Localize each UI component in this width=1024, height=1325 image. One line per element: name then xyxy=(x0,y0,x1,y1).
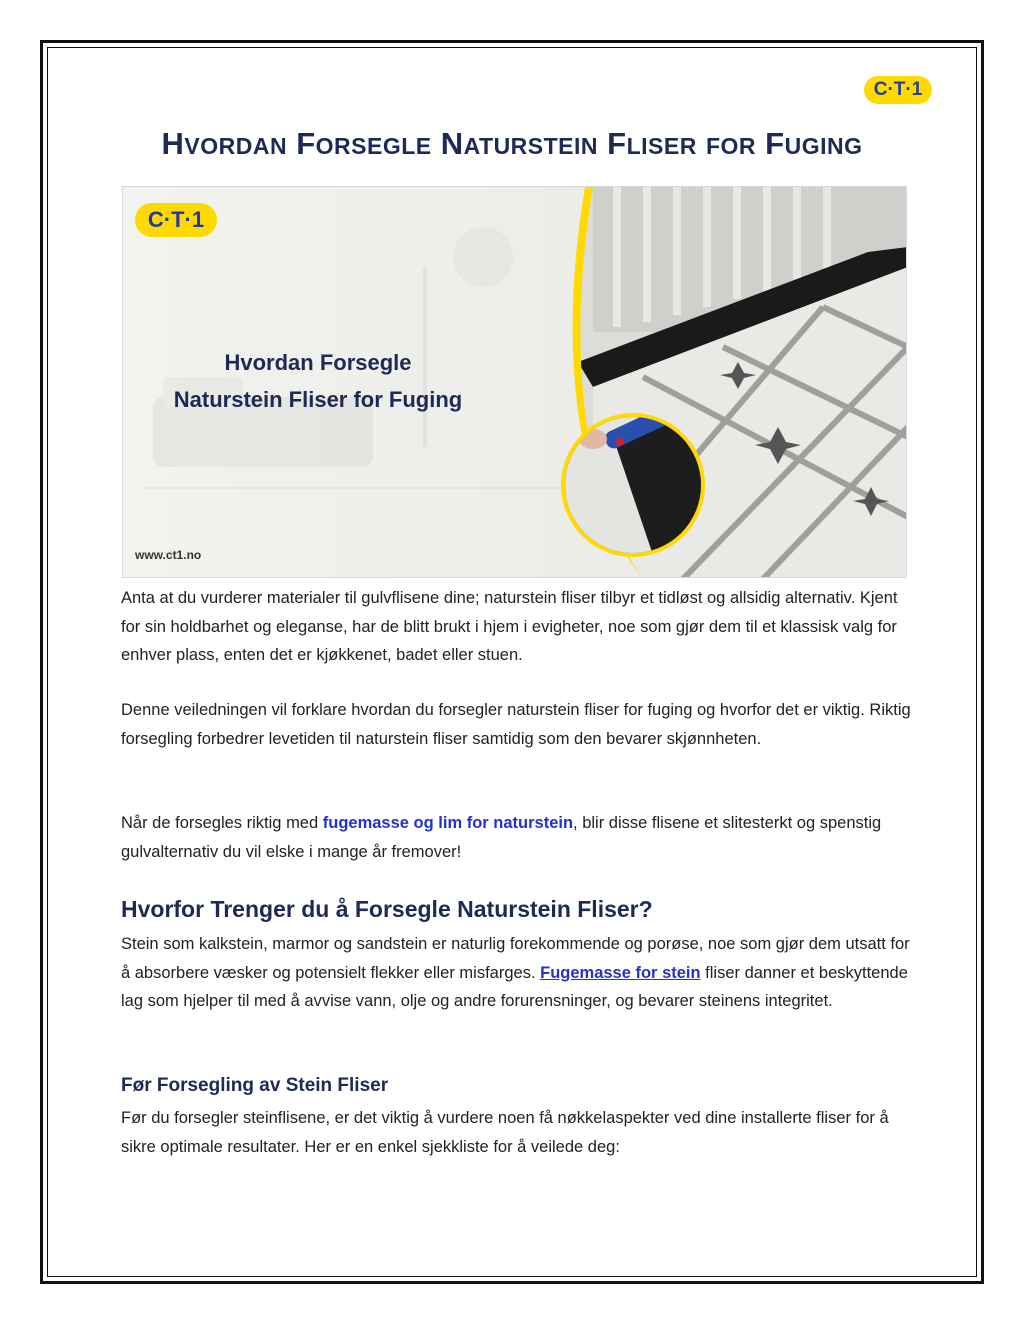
title-word-3: NATURSTEIN xyxy=(440,126,599,161)
page-title xyxy=(0,126,1024,162)
intro-paragraph: Anta at du vurderer materialer til gulvflisene dine; naturstein fliser tilbyr et tidløst og allsidig alternativ. Kjent for sin holdbarhet og eleganse, har de blitt brukt i hjem i evigheter, noe som gjør dem til et klassisk valg for enhver plass, enten det er kjøkkenet, badet eller stuen. xyxy=(121,589,898,664)
why-seal-paragraph: Stein som kalkstein, marmor og sandstein er naturlig forekommende og porøse, noe som gjør dem utsatt for å absorbere væsker og potensielt flekker eller misfarges. Fugemasse for stein fliser danner et beskyttende lag som hjelper til med å avvise vann, olje og andre forurensninger, og bevarer steinens integritet. xyxy=(121,935,910,1010)
title-word-4: FLISER xyxy=(607,126,697,161)
title-word-2: FORSEGLE xyxy=(296,126,432,161)
hero-image xyxy=(122,186,907,578)
hero-logo xyxy=(135,203,217,237)
hero-heading-line2: Naturstein Fliser for Fuging xyxy=(173,387,463,412)
title-word-5: FOR xyxy=(705,133,757,159)
sealing-paragraph: Når de forsegles riktig med fugemasse og lim for naturstein, blir disse flisene et slitesterkt og spenstig gulvalternativ du vil elske i mange år fremover! xyxy=(121,814,882,861)
stone-grout-link[interactable]: Fugemasse for stein xyxy=(540,963,701,982)
section-heading-before-sealing: Før Forsegling av Stein Fliser xyxy=(121,1075,389,1096)
hero-logo-text: C·T·1 xyxy=(147,207,205,232)
title-word-1: HVORDAN xyxy=(161,126,288,161)
section-heading-why-seal: Hvorfor Trenger du å Forsegle Naturstein Fliser? xyxy=(121,896,653,922)
naturstein-grout-link[interactable]: fugemasse og lim for naturstein xyxy=(322,814,574,832)
hero-url: www.ct1.no xyxy=(135,548,202,562)
guide-paragraph: Denne veiledningen vil forklare hvordan du forsegler naturstein fliser for fuging og hvorfor det er viktig. Riktig forsegling forbedrer levetiden til naturstein fliser samtidig som den bevarer skjønnheten. xyxy=(121,701,911,748)
hero-heading-line1: Hvordan Forsegle xyxy=(224,350,412,375)
ct1-logo: C·T·1 xyxy=(864,76,932,104)
before-sealing-paragraph: Før du forsegler steinflisene, er det viktig å vurdere noen få nøkkelaspekter ved dine installerte fliser for å sikre optimale resultater. Her er en enkel sjekkliste for å veilede deg: xyxy=(121,1109,889,1156)
title-word-6: FUGING xyxy=(765,126,863,161)
